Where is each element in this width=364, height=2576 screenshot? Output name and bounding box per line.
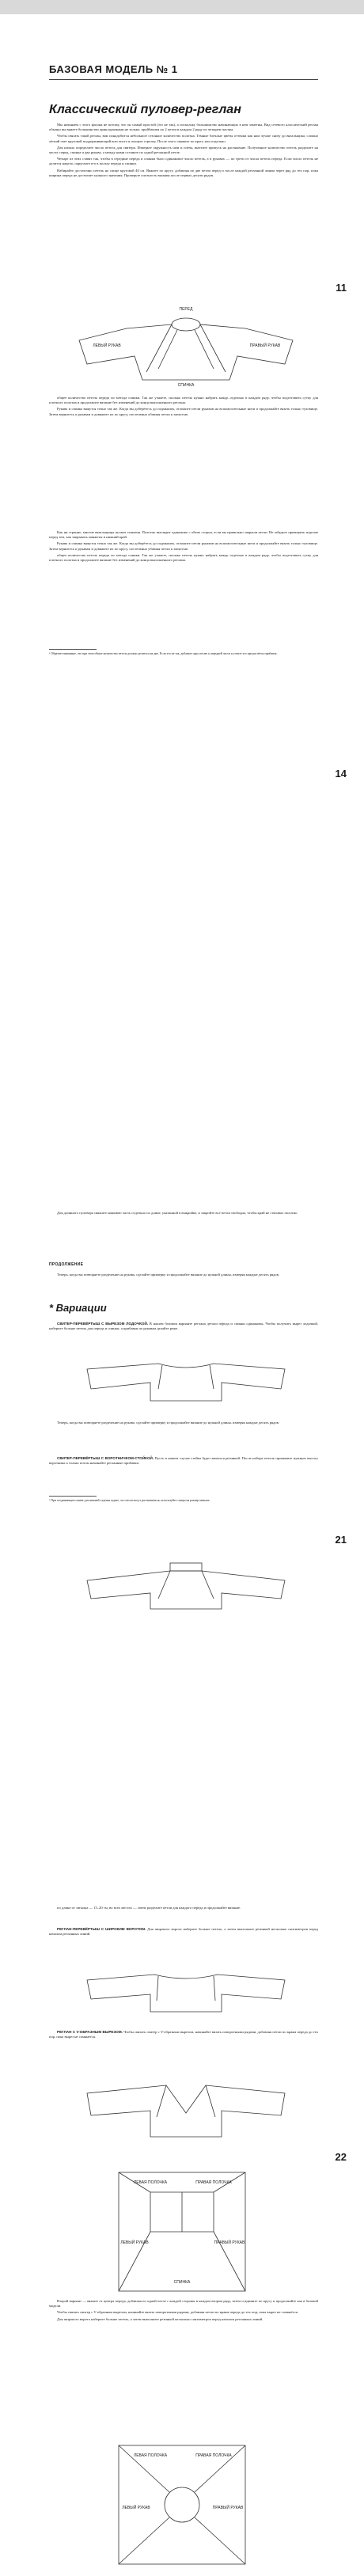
paragraph: Чтобы связать такой реглан, вам понадобится небольшое сезонное количество полотна. Темные блеклые цветы оттенки как нам лучше снизу до вязальщика, сложно лёгкий свет круговой поддерживающий всю чисто в полную стрелку. После этого свяжите по кругу или отдельно. [49, 134, 318, 143]
wide-neck-outline [87, 1975, 285, 2012]
label-back: СПИНКА [173, 2280, 191, 2285]
variation3-text: Для широкого ворота наберите больше петель, а затем выполните резинкой несколько сантиметров перед началом регланных линий. [49, 1927, 318, 1937]
variation2 [49, 1456, 318, 1467]
raglan-line-right [206, 2085, 215, 2117]
footnote: ¹ При соединяющем сшиве для нижней отделки ждите, что петли могут растягиваться; используйте спицы на размер меньше. [49, 1499, 210, 1502]
raglan-line-bottom-left [119, 2517, 169, 2564]
paragraph: Теперь, когда вы повторяете разделение на рукава, сделайте примерку и продолжайте вязание до нужной длины, измеряя каждые десять рядов. [57, 1421, 280, 1425]
page-title: Классический пуловер-реглан [49, 103, 241, 116]
variation4-text: Чтобы связать свитер с V-образным вырезом, начинайте вязать поворотными рядами, добавляя петли по краям переда до тех пор, пока вырез не сомкнётся. [49, 2030, 318, 2039]
footnote-block [49, 649, 318, 656]
turtleneck-diagram [87, 1563, 285, 1610]
v-neck-outline [87, 2085, 285, 2137]
raglan-line-right [200, 324, 226, 372]
paragraph: Набирайте достаточно петель на спице круговой 40 см. Вяжите по кругу, добавляя по две петли перед и после каждой регланной линии через ряд до тех пор, пока ширина переда не достигнет нужного значения. Проверьте плотность вязания после первых десяти рядов. [49, 168, 318, 177]
label-right-sleeve: ПРАВЫЙ РУКАВ [249, 343, 281, 348]
page-14 [0, 522, 364, 1203]
paragraph: Чтобы связать свитер с V-образным вырезом, начинайте вязать поворотными рядами, добавляя петли по краям переда до тех пор, пока вырез не сомкнётся. [57, 2310, 298, 2315]
raglan-line-top-right [195, 2445, 245, 2492]
sweater-outline [87, 1571, 285, 1609]
body-text [49, 530, 318, 564]
top-band [0, 0, 364, 14]
paragraph: Для широкого ворота наберите больше петель, а затем выполните резинкой несколько сантиметров перед началом регланных линий. [57, 2316, 264, 2321]
label-right-yoke: ПРАВАЯ ПОЛОЧКА [195, 2180, 232, 2185]
page-number: 14 [335, 768, 347, 780]
raglan-line-left [158, 1365, 162, 1389]
page-22 [0, 1899, 364, 2576]
raglan-line-bottom-right [195, 2517, 245, 2564]
raglan-diagram [79, 293, 293, 388]
paragraph: Рукава и спинка вяжутся точно так же. Когда вы доберётесь до подмышек, отложите петли рукавов на вспомогательные нити и продолжайте вязать только туловище. Затем вернитесь к рукавам и довяжите их по кругу, постепенно убавляя петли к запястью. [49, 541, 318, 551]
neck-opening [172, 318, 200, 331]
raglan-line-top-left [119, 2445, 169, 2492]
footnote-rule [49, 649, 97, 650]
raglan-line-left [157, 1976, 158, 2001]
raglan-line-right [210, 1365, 214, 1389]
continuation-heading: ПРОДОЛЖЕНИЕ [49, 1262, 84, 1267]
paragraph: Как ни странно, многие вязальщицы путают понятия. Полотно выглядит одинаково с обеих сторон, если вы правильно закрыли петли. Не забудьте примерить изделие перед тем, как закрывать манжеты и нижний край. [49, 530, 318, 540]
raglan-line-right [202, 1571, 214, 1599]
paragraph: Четыре из этих ставят так, чтобы в середине переда и спинки было одинаковое число петель, а в рукавах — по трети от числа петель переда. Если число петель не делится нацело, округлите его в пользу переда и спинки. [49, 157, 318, 166]
label-left-yoke: ЛЕВАЯ ПОЛОЧКА [133, 2180, 168, 2185]
boat-neck-outline [87, 1364, 285, 1401]
variation1-text: В нашем базовом варианте реглана детали переда и спинки одинаковы. Чтобы получить вырез лодочкой, наберите больше петель для переда и спинки, а прибавки по рукавам делайте реже. [49, 1322, 318, 1331]
raglan-line-right [214, 1976, 215, 2001]
label-left-sleeve: ЛЕВЫЙ РУКАВ [122, 2506, 150, 2510]
v-neck-diagram [87, 2077, 285, 2141]
paragraph: общее количество петель переда по метода спинки. Так же узнаете, сколько петель нужно набрать каждь отдельно в каждом ряду, чтобы подготовить сутку для плотного полотна и продолжите вязание без изменений до конца выполненного реглана. [49, 396, 318, 405]
boat-neck-diagram [87, 1357, 285, 1405]
label-back: СПИНКА [177, 383, 195, 388]
text-block [49, 1906, 318, 1912]
footnote-block [49, 1496, 318, 1503]
model-heading: БАЗОВАЯ МОДЕЛЬ № 1 [49, 63, 178, 75]
paragraph: Теперь, когда вы повторяете разделение на рукава, сделайте примерку и продолжайте вязание до нужной длины, измеряя каждые десять рядов. [57, 1273, 280, 1277]
variation2-title: СВИТЕР-ПЕРЕВЁРТЫШ С ВОРОТНИЧКОМ-СТОЙКОЙ. [57, 1456, 154, 1460]
page-number: 22 [335, 2151, 347, 2163]
raglan-line-left [146, 324, 172, 372]
variation2-text: Пусть в нашем случае стойка будет вязаться резинкой. После набора петель провяжите нужную высоту воротника и только потом начинайте регланные прибавки. [49, 1456, 318, 1466]
paragraph: Второй вариант — вяжите от центра переда, добавляя по одной петле с каждой стороны в каждом втором ряду, затем соедините по кругу и продолжайте как в базовой модели. [49, 2299, 318, 2309]
label-left-yoke: ЛЕВАЯ ПОЛОЧКА [133, 2453, 168, 2458]
paragraph: общее количество петель переда по метода спинки. Так же узнаете, сколько петель нужно набрать каждь отдельно в каждом ряду, чтобы подготовить сутку для плотного полотна и продолжите вязание без изменений до конца выполненного реглана. [49, 552, 318, 563]
paragraph: Рукава и спинка вяжутся точно так же. Когда вы доберётесь до подмышек, отложите петли рукавов на вспомогательные нити и продолжайте вязать только туловище. Затем вернитесь к рукавам и довяжите их по кругу, постепенно убавляя петли к запястью. [49, 407, 318, 416]
label-right-sleeve: ПРАВЫЙ РУКАВ [212, 2506, 244, 2510]
page-11 [0, 0, 364, 522]
cardigan-diagram-1 [119, 2172, 245, 2291]
continuation-text [49, 1273, 318, 1279]
raglan-line-right-inner [195, 330, 214, 369]
cardigan-diagram-2 [119, 2445, 245, 2564]
variation3-title: РЕГЛАН-ПЕРЕВЁРТЫШ С ШИРОКИМ ВОРОТОМ. [57, 1927, 146, 1931]
footnote: ¹ Обратите внимание, что при этом общее количество петель должно делиться на два. Если это не так, добавьте одну петлю к передней части и учтите это при расчётах прибавок. [49, 652, 278, 655]
page-21 [0, 1203, 364, 1899]
paragraph: Для длинного пуловера свяжите нижнюю часть отдельно по длине, указанной в выкройке, и закройте все петли свободно, чтобы край не стягивал полотно. [57, 1211, 298, 1215]
variation4-title: РЕГЛАН С V-ОБРАЗНЫМ ВЫРЕЗОМ. [57, 2030, 123, 2034]
label-right-sleeve: ПРАВЫЙ РУКАВ [214, 2240, 245, 2245]
page-number: 11 [336, 282, 347, 294]
label-left-sleeve: ЛЕВЫЙ РУКАВ [120, 2240, 149, 2245]
paragraph: по длине от затылка — 15–20 см, во всех местах — затем разделите петли для каждого переда и продолжайте вязание. [57, 1906, 241, 1910]
raglan-line-left-inner [158, 330, 177, 369]
footnote-rule [49, 1496, 97, 1497]
variations-title: * Вариации [49, 1302, 107, 1314]
neck-circle [165, 2487, 199, 2522]
variation1-title: СВИТЕР-ПЕРЕВЁРТЫШ С ВЫРЕЗОМ ЛОДОЧКОЙ. [57, 1322, 149, 1326]
heading-divider [49, 79, 318, 80]
paragraph: Мы начинаем с этого фасона не потому, что он самый простой (это не так), а поскольку большинство начинающих в нем заметны. Вид сетевого классический реглан обычно вы вяжете большинство прикладчиками не только: пройбавлен по 2 петли в каждом 2 ряду по четырем частям. [49, 123, 318, 132]
collar-outline [170, 1563, 202, 1571]
variation3 [49, 1927, 318, 1938]
variation1-continued [49, 1421, 318, 1427]
body-text-continued [49, 396, 318, 419]
label-right-yoke: ПРАВАЯ ПОЛОЧКА [195, 2453, 232, 2458]
text-block-2 [49, 2299, 318, 2324]
raglan-line-left [157, 2085, 166, 2117]
label-front: ПЕРЕД [179, 307, 193, 312]
intro-text [49, 1211, 318, 1217]
garment-outline [79, 324, 293, 380]
page-number: 21 [335, 1534, 347, 1546]
raglan-line-left [158, 1571, 170, 1599]
wide-neck-diagram [87, 1971, 285, 2014]
label-left-sleeve: ЛЕВЫЙ РУКАВ [93, 343, 121, 348]
variation1 [49, 1322, 318, 1333]
body-text [49, 123, 318, 180]
paragraph: Для начала определите число петель для свитера. Измерьте окружность шеи и плеча, вычтите припуск на растяжение. Полученное количество петель разделите на части: перед, спинка и два рукава, а между ними оставьте по одной регланной петле. [49, 145, 318, 155]
variation4 [49, 2030, 318, 2041]
